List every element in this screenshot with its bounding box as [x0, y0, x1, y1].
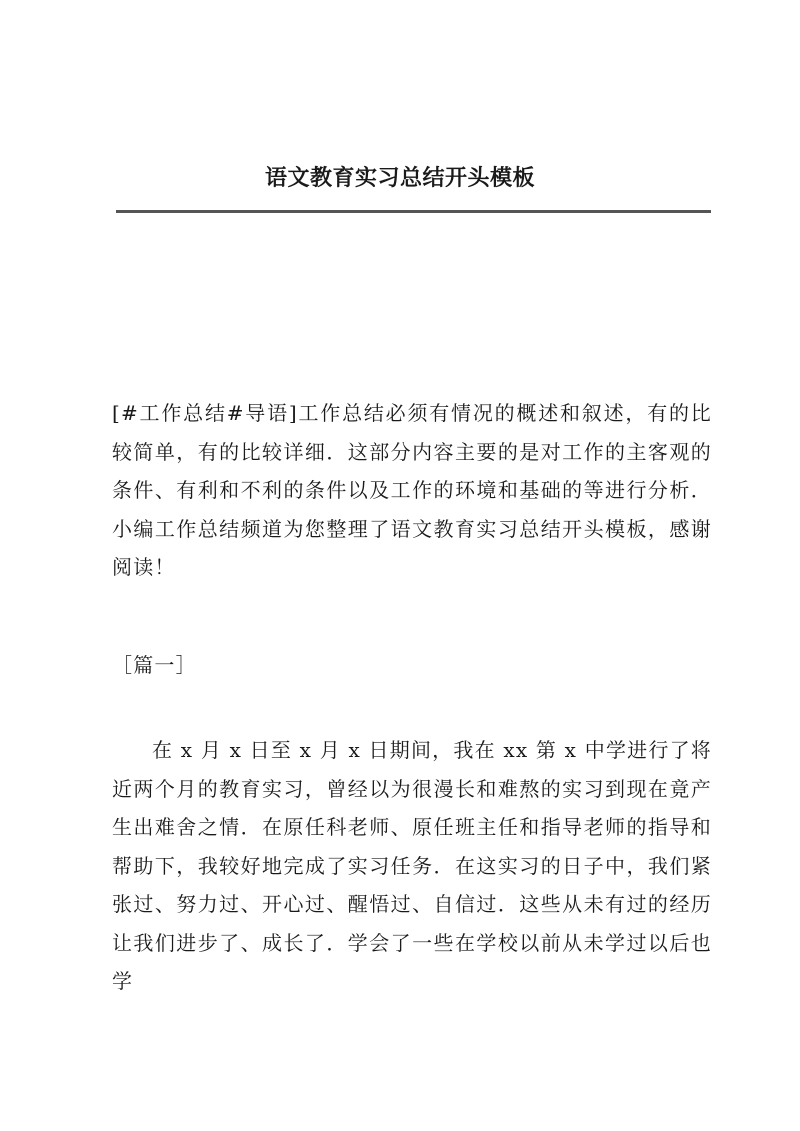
body-paragraph: 在 x 月 x 日至 x 月 x 日期间，我在 xx 第 x 中学进行了将近两个月的教育实习，曾经以为很漫长和难熬的实习到现在竟产生出难舍之情．在原任科老师、原任班主任和指导老师的指导和帮助下，我较好地完成了实习任务．在这实习的日子中，我们紧张过、努力过、开心过、醒悟过、自信过．这些从未有过的经历让我们进步了、成长了．学会了一些在学校以前从未学过以后也学	[112, 738, 712, 993]
title-divider	[116, 210, 711, 213]
section-heading: ［篇一］	[112, 653, 197, 677]
document-title: 语文教育实习总结开头模板	[264, 165, 535, 191]
intro-paragraph: [#工作总结#导语]工作总结必须有情况的概述和叙述，有的比较简单，有的比较详细．这部分内容主要的是对工作的主客观的条件、有利和不利的条件以及工作的环境和基础的等进行分析．小编工作总结频道为您整理了语文教育实习总结开头模板，感谢阅读！	[112, 401, 712, 579]
